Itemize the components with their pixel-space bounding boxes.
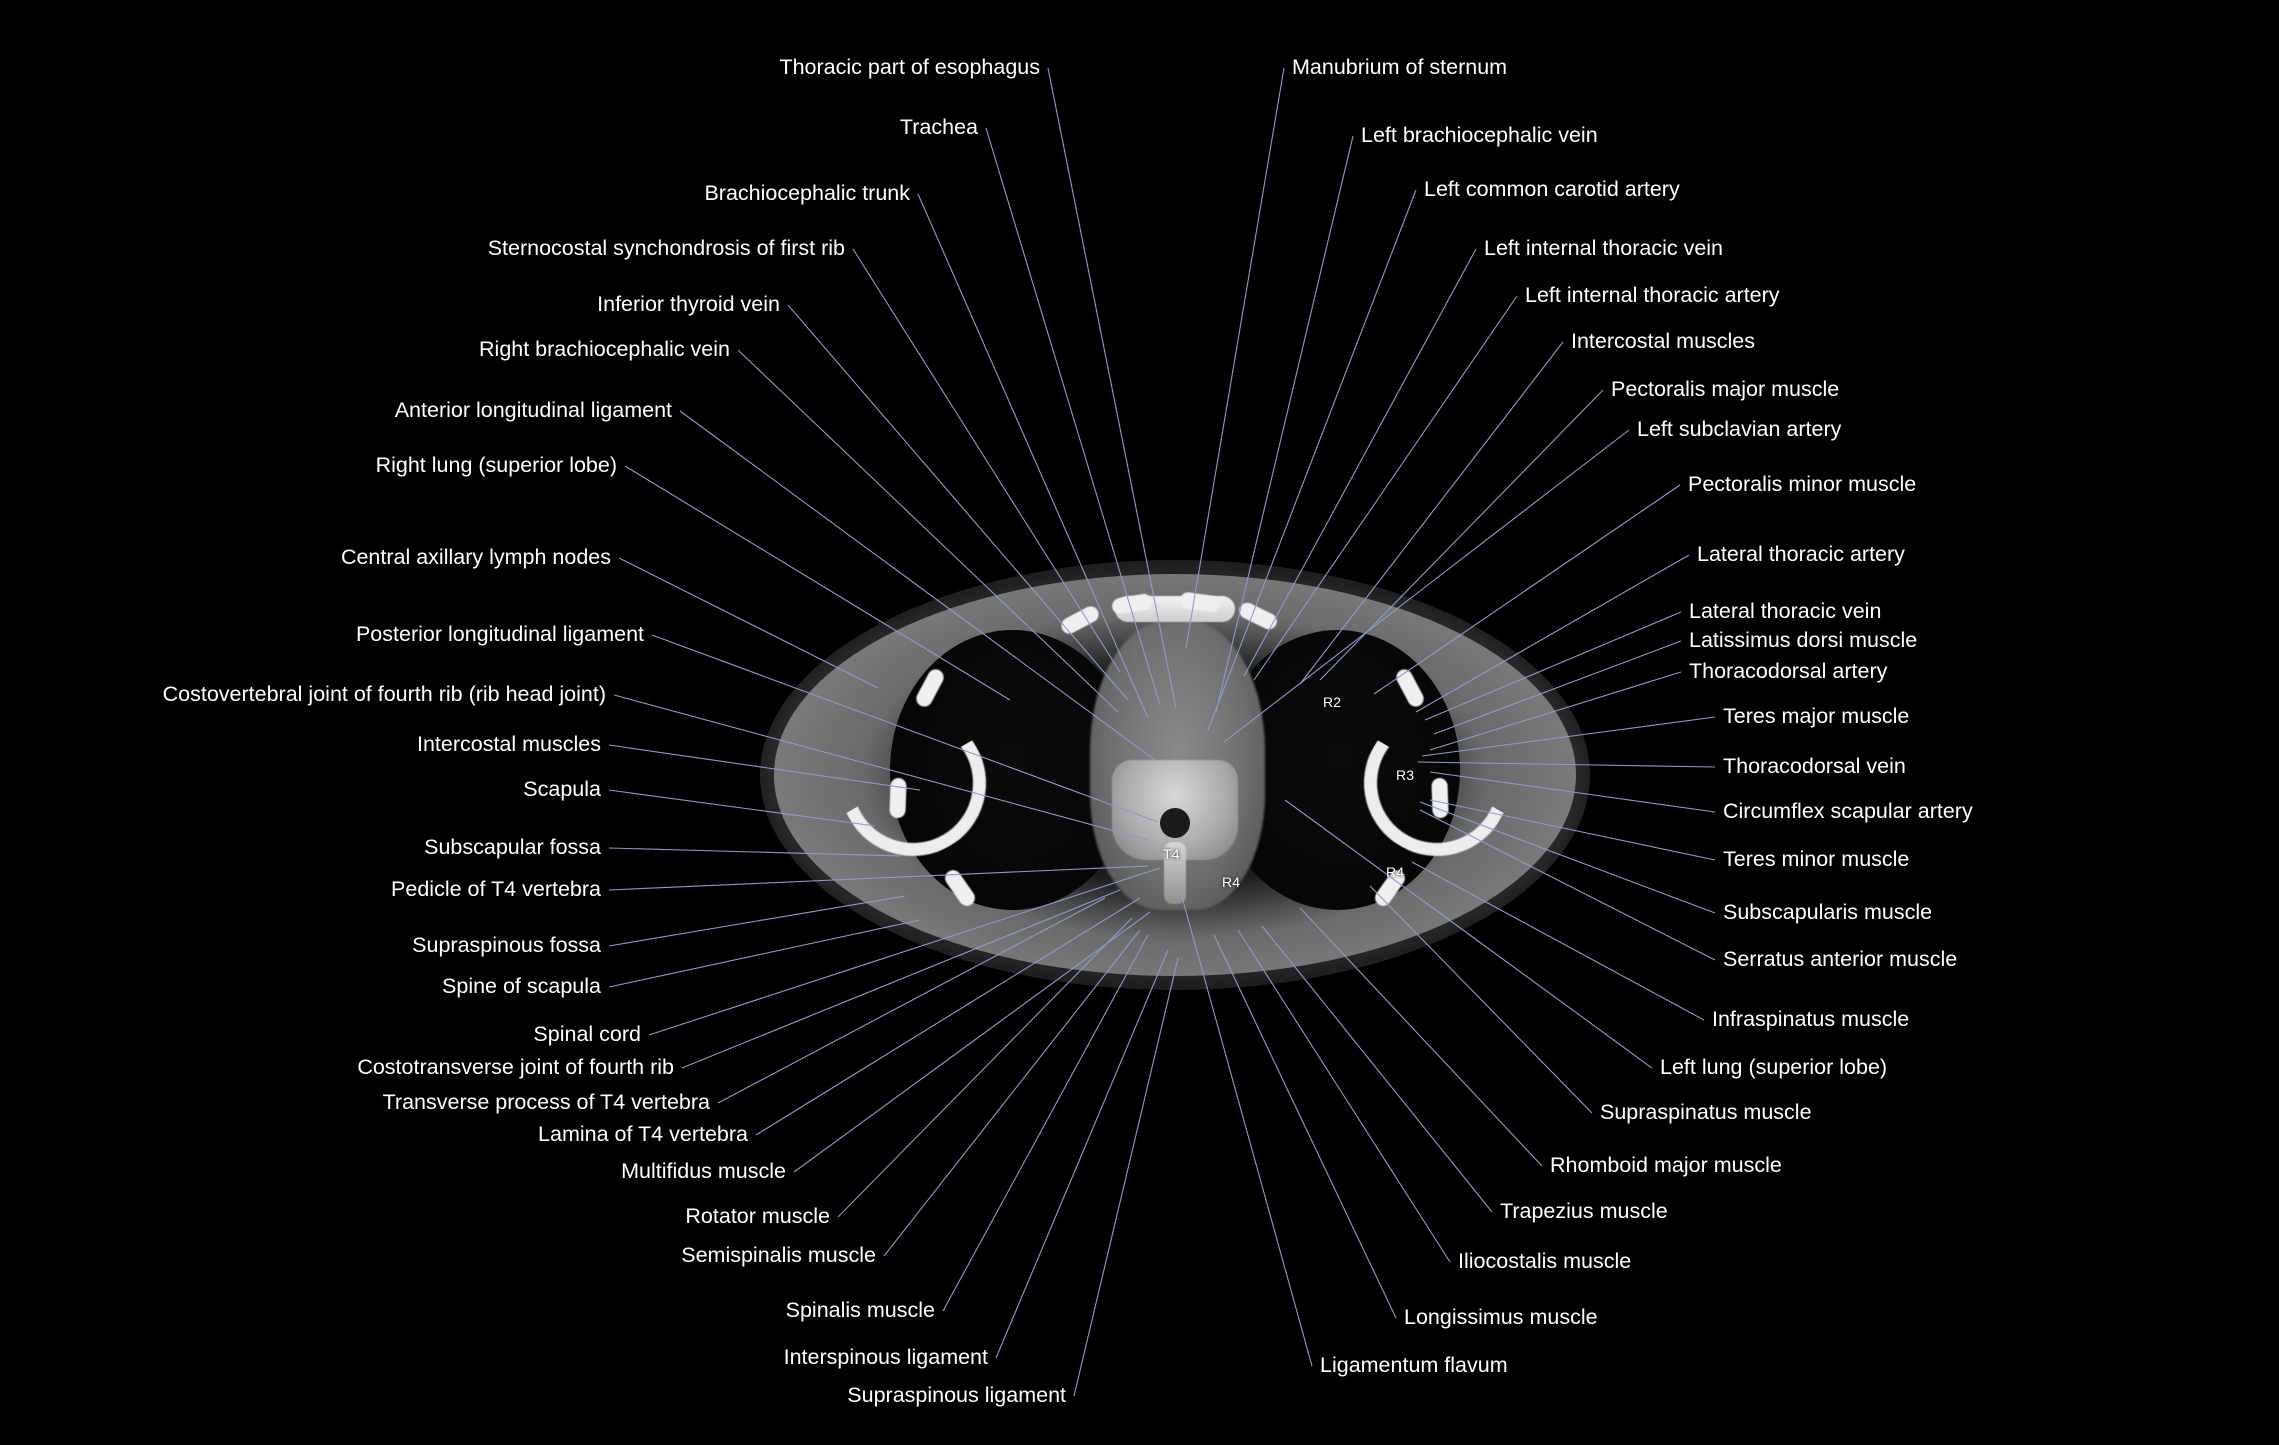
anatomy-label: Right brachiocephalic vein bbox=[479, 337, 730, 362]
anatomy-label: Left subclavian artery bbox=[1637, 417, 1842, 442]
anatomy-label: Spinal cord bbox=[533, 1022, 641, 1047]
anatomy-label: Thoracic part of esophagus bbox=[779, 55, 1040, 80]
anatomy-label: Spine of scapula bbox=[442, 974, 601, 999]
overlay-marker: R4 bbox=[1222, 874, 1241, 890]
anatomy-label: Intercostal muscles bbox=[1571, 329, 1756, 354]
anatomy-label: Sternocostal synchondrosis of first rib bbox=[487, 236, 845, 261]
anatomy-label: Teres major muscle bbox=[1723, 704, 1910, 729]
anatomy-label: Teres minor muscle bbox=[1723, 847, 1910, 872]
anatomy-label: Rotator muscle bbox=[685, 1204, 830, 1229]
ct-axial-image bbox=[760, 560, 1590, 990]
anatomy-label: Right lung (superior lobe) bbox=[375, 453, 617, 478]
anatomy-label: Supraspinatus muscle bbox=[1600, 1100, 1812, 1125]
rib-segment bbox=[889, 778, 906, 819]
anatomy-label: Semispinalis muscle bbox=[681, 1243, 876, 1268]
anatomy-label: Lateral thoracic vein bbox=[1689, 599, 1882, 624]
anatomy-label: Pectoralis major muscle bbox=[1611, 377, 1840, 402]
anatomy-label: Supraspinous fossa bbox=[412, 933, 601, 958]
anatomy-label: Rhomboid major muscle bbox=[1550, 1153, 1782, 1178]
anatomy-label: Pectoralis minor muscle bbox=[1688, 472, 1917, 497]
anatomy-label: Circumflex scapular artery bbox=[1723, 799, 1973, 824]
overlay-marker: R2 bbox=[1323, 694, 1342, 710]
anatomy-label: Brachiocephalic trunk bbox=[704, 181, 910, 206]
overlay-marker: T4 bbox=[1163, 846, 1180, 862]
anatomy-label: Lateral thoracic artery bbox=[1697, 542, 1905, 567]
anatomy-label: Longissimus muscle bbox=[1404, 1305, 1598, 1330]
anatomy-label: Trachea bbox=[899, 115, 978, 140]
anatomy-label: Iliocostalis muscle bbox=[1458, 1249, 1632, 1274]
anatomy-label: Spinalis muscle bbox=[785, 1298, 935, 1323]
anatomy-label: Left internal thoracic artery bbox=[1525, 283, 1780, 308]
anatomy-label: Left common carotid artery bbox=[1424, 177, 1680, 202]
anatomy-label: Latissimus dorsi muscle bbox=[1689, 628, 1918, 653]
anatomy-label: Inferior thyroid vein bbox=[597, 292, 780, 317]
overlay-marker: R3 bbox=[1396, 767, 1415, 783]
overlay-marker: R4 bbox=[1386, 864, 1405, 880]
anatomy-label: Thoracodorsal artery bbox=[1689, 659, 1888, 684]
rib-segment bbox=[1431, 778, 1448, 819]
anatomy-label: Thoracodorsal vein bbox=[1723, 754, 1906, 779]
anatomy-label: Trapezius muscle bbox=[1500, 1199, 1668, 1224]
anatomy-label: Lamina of T4 vertebra bbox=[538, 1122, 748, 1147]
anatomy-label: Anterior longitudinal ligament bbox=[394, 398, 672, 423]
anatomy-label: Intercostal muscles bbox=[416, 732, 601, 757]
anatomy-label: Pedicle of T4 vertebra bbox=[391, 877, 601, 902]
anatomy-label: Left brachiocephalic vein bbox=[1361, 123, 1598, 148]
anatomy-label: Manubrium of sternum bbox=[1292, 55, 1508, 80]
anatomy-label: Subscapularis muscle bbox=[1723, 900, 1933, 925]
anatomy-label: Scapula bbox=[523, 777, 601, 802]
anatomy-label: Subscapular fossa bbox=[424, 835, 601, 860]
anatomy-label: Interspinous ligament bbox=[783, 1345, 988, 1370]
anatomy-label: Transverse process of T4 vertebra bbox=[382, 1090, 710, 1115]
anatomy-label: Multifidus muscle bbox=[621, 1159, 786, 1184]
anatomy-label: Posterior longitudinal ligament bbox=[355, 622, 644, 647]
spinal-canal-region bbox=[1160, 808, 1190, 838]
anatomy-label: Central axillary lymph nodes bbox=[340, 545, 611, 570]
anatomy-label: Left lung (superior lobe) bbox=[1660, 1055, 1888, 1080]
anatomy-label: Costotransverse joint of fourth rib bbox=[357, 1055, 674, 1080]
anatomy-label: Ligamentum flavum bbox=[1320, 1353, 1508, 1378]
anatomy-label: Serratus anterior muscle bbox=[1723, 947, 1958, 972]
anatomy-label: Left internal thoracic vein bbox=[1484, 236, 1724, 261]
anatomy-label: Costovertebral joint of fourth rib (rib head joint) bbox=[162, 682, 606, 707]
anatomy-label: Infraspinatus muscle bbox=[1712, 1007, 1910, 1032]
anatomy-label: Supraspinous ligament bbox=[847, 1383, 1066, 1408]
